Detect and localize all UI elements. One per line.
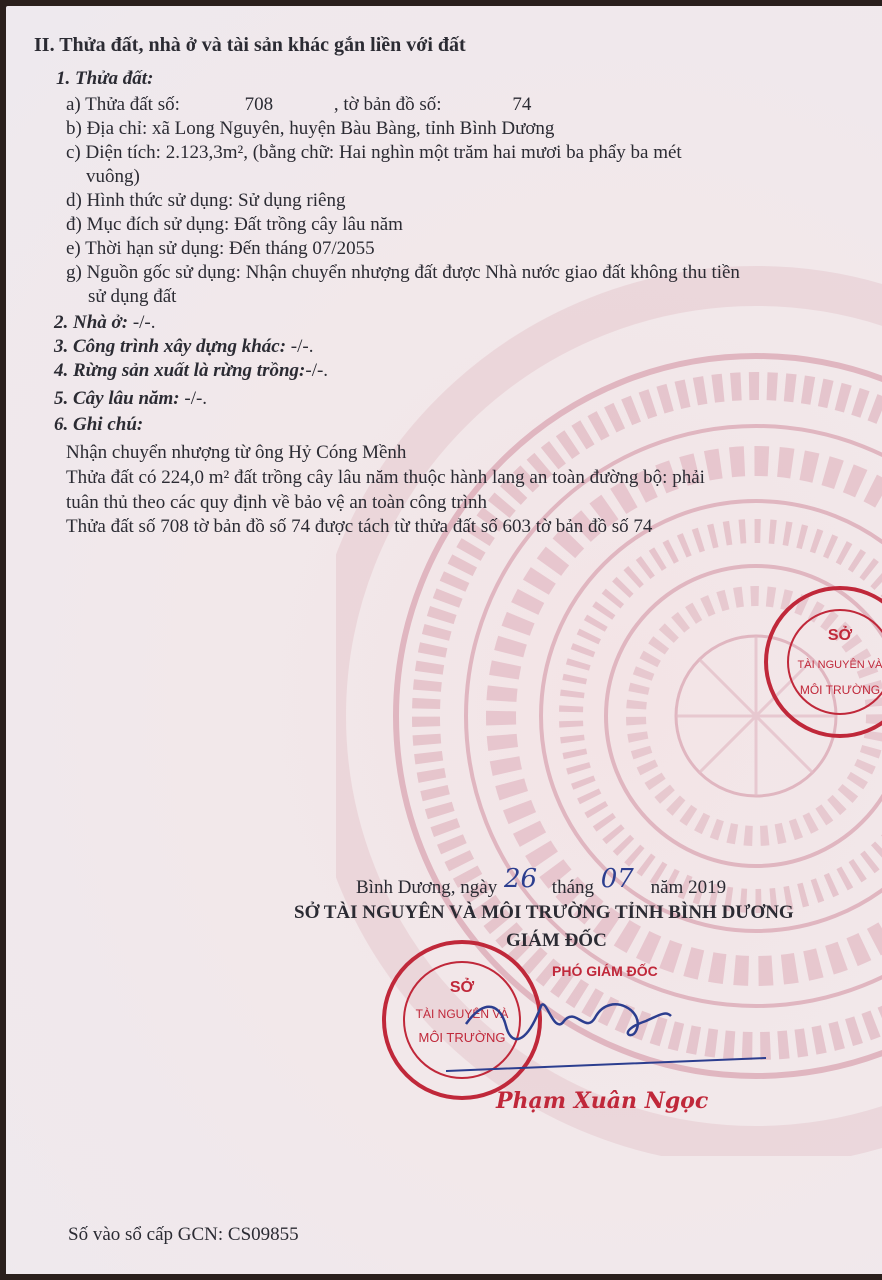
parcel-number: 708 — [244, 94, 274, 115]
deputy-director-stamp: PHÓ GIÁM ĐỐC — [552, 963, 658, 979]
date-place: Bình Dương, ngày — [356, 877, 498, 898]
house-title: 2. Nhà ở: — [54, 312, 129, 333]
usage-term-line: e) Thời hạn sử dụng: Đến tháng 07/2055 — [66, 238, 375, 259]
certificate-page — [6, 6, 882, 1274]
seal-main-line2: TÀI NGUYÊN VÀ — [415, 1007, 509, 1021]
date-month-label: tháng — [551, 877, 595, 898]
address-line: b) Địa chỉ: xã Long Nguyên, huyện Bàu Bàng, tỉnh Bình Dương — [66, 118, 555, 139]
seal-right-so: SỞ — [827, 627, 853, 644]
parcel-number-label: a) Thửa đất số: — [66, 94, 180, 115]
parcel-title: 1. Thửa đất: — [56, 68, 154, 89]
perennial-line — [54, 388, 207, 410]
seal-main-line3: MÔI TRƯỜNG — [418, 1030, 506, 1045]
forest-title: 4. Rừng sản xuất là rừng trồng: — [54, 360, 306, 381]
date-line — [356, 864, 727, 899]
seal-right-line2: TÀI NGUYÊN VÀ — [797, 659, 882, 671]
forest-value: -/-. — [305, 360, 329, 381]
area-line-cont: vuông) — [86, 166, 140, 187]
parcel-number-line — [66, 94, 531, 116]
usage-purpose-line: đ) Mục đích sử dụng: Đất trồng cây lâu năm — [66, 214, 403, 235]
construction-title: 3. Công trình xây dựng khác: — [54, 336, 287, 357]
date-year: năm 2019 — [650, 877, 727, 898]
area-line: c) Diện tích: 2.123,3m², (bằng chữ: Hai nghìn một trăm hai mươi ba phẩy ba mét — [66, 142, 682, 163]
date-day: 26 — [503, 864, 538, 894]
note-4: Thửa đất số 708 tờ bản đồ số 74 được tách từ thửa đất số 603 tờ bản đồ số 74 — [66, 516, 653, 537]
map-number-label: , tờ bản đồ số: — [333, 94, 442, 115]
signing-agency: SỞ TÀI NGUYÊN VÀ MÔI TRƯỜNG TỈNH BÌNH DƯƠNG — [294, 902, 794, 923]
map-number: 74 — [512, 94, 532, 115]
handwritten-signature — [446, 976, 806, 1076]
forest-line — [54, 360, 328, 382]
usage-origin-line: g) Nguồn gốc sử dụng: Nhận chuyển nhượng đất được Nhà nước giao đất không thu tiền — [66, 262, 740, 283]
seal-right-line3: MÔI TRƯỜNG — [799, 683, 881, 697]
construction-line — [54, 336, 313, 358]
note-3: tuân thủ theo các quy định về bảo vệ an toàn công trình — [66, 492, 488, 513]
signer-name: Phạm Xuân Ngọc — [496, 1088, 709, 1114]
seal-main-so: SỞ — [449, 979, 475, 996]
note-1: Nhận chuyển nhượng từ ông Hỷ Cóng Mềnh — [66, 442, 407, 463]
usage-origin-line-cont: sử dụng đất — [88, 286, 177, 307]
date-month: 07 — [600, 864, 634, 894]
house-line — [54, 312, 156, 334]
notes-title: 6. Ghi chú: — [54, 414, 144, 435]
perennial-value: -/-. — [184, 388, 208, 409]
note-2: Thửa đất có 224,0 m² đất trồng cây lâu năm thuộc hành lang an toàn đường bộ: phải — [66, 467, 705, 488]
house-value: -/-. — [132, 312, 156, 333]
construction-value: -/-. — [290, 336, 314, 357]
section-header: II. Thửa đất, nhà ở và tài sản khác gắn liền với đất — [34, 34, 466, 56]
usage-form-line: d) Hình thức sử dụng: Sử dụng riêng — [66, 190, 346, 211]
perennial-title: 5. Cây lâu năm: — [54, 388, 180, 409]
seal-stamp-right — [758, 578, 882, 748]
signing-role: GIÁM ĐỐC — [506, 930, 607, 951]
registry-number: Số vào sổ cấp GCN: CS09855 — [68, 1224, 299, 1245]
